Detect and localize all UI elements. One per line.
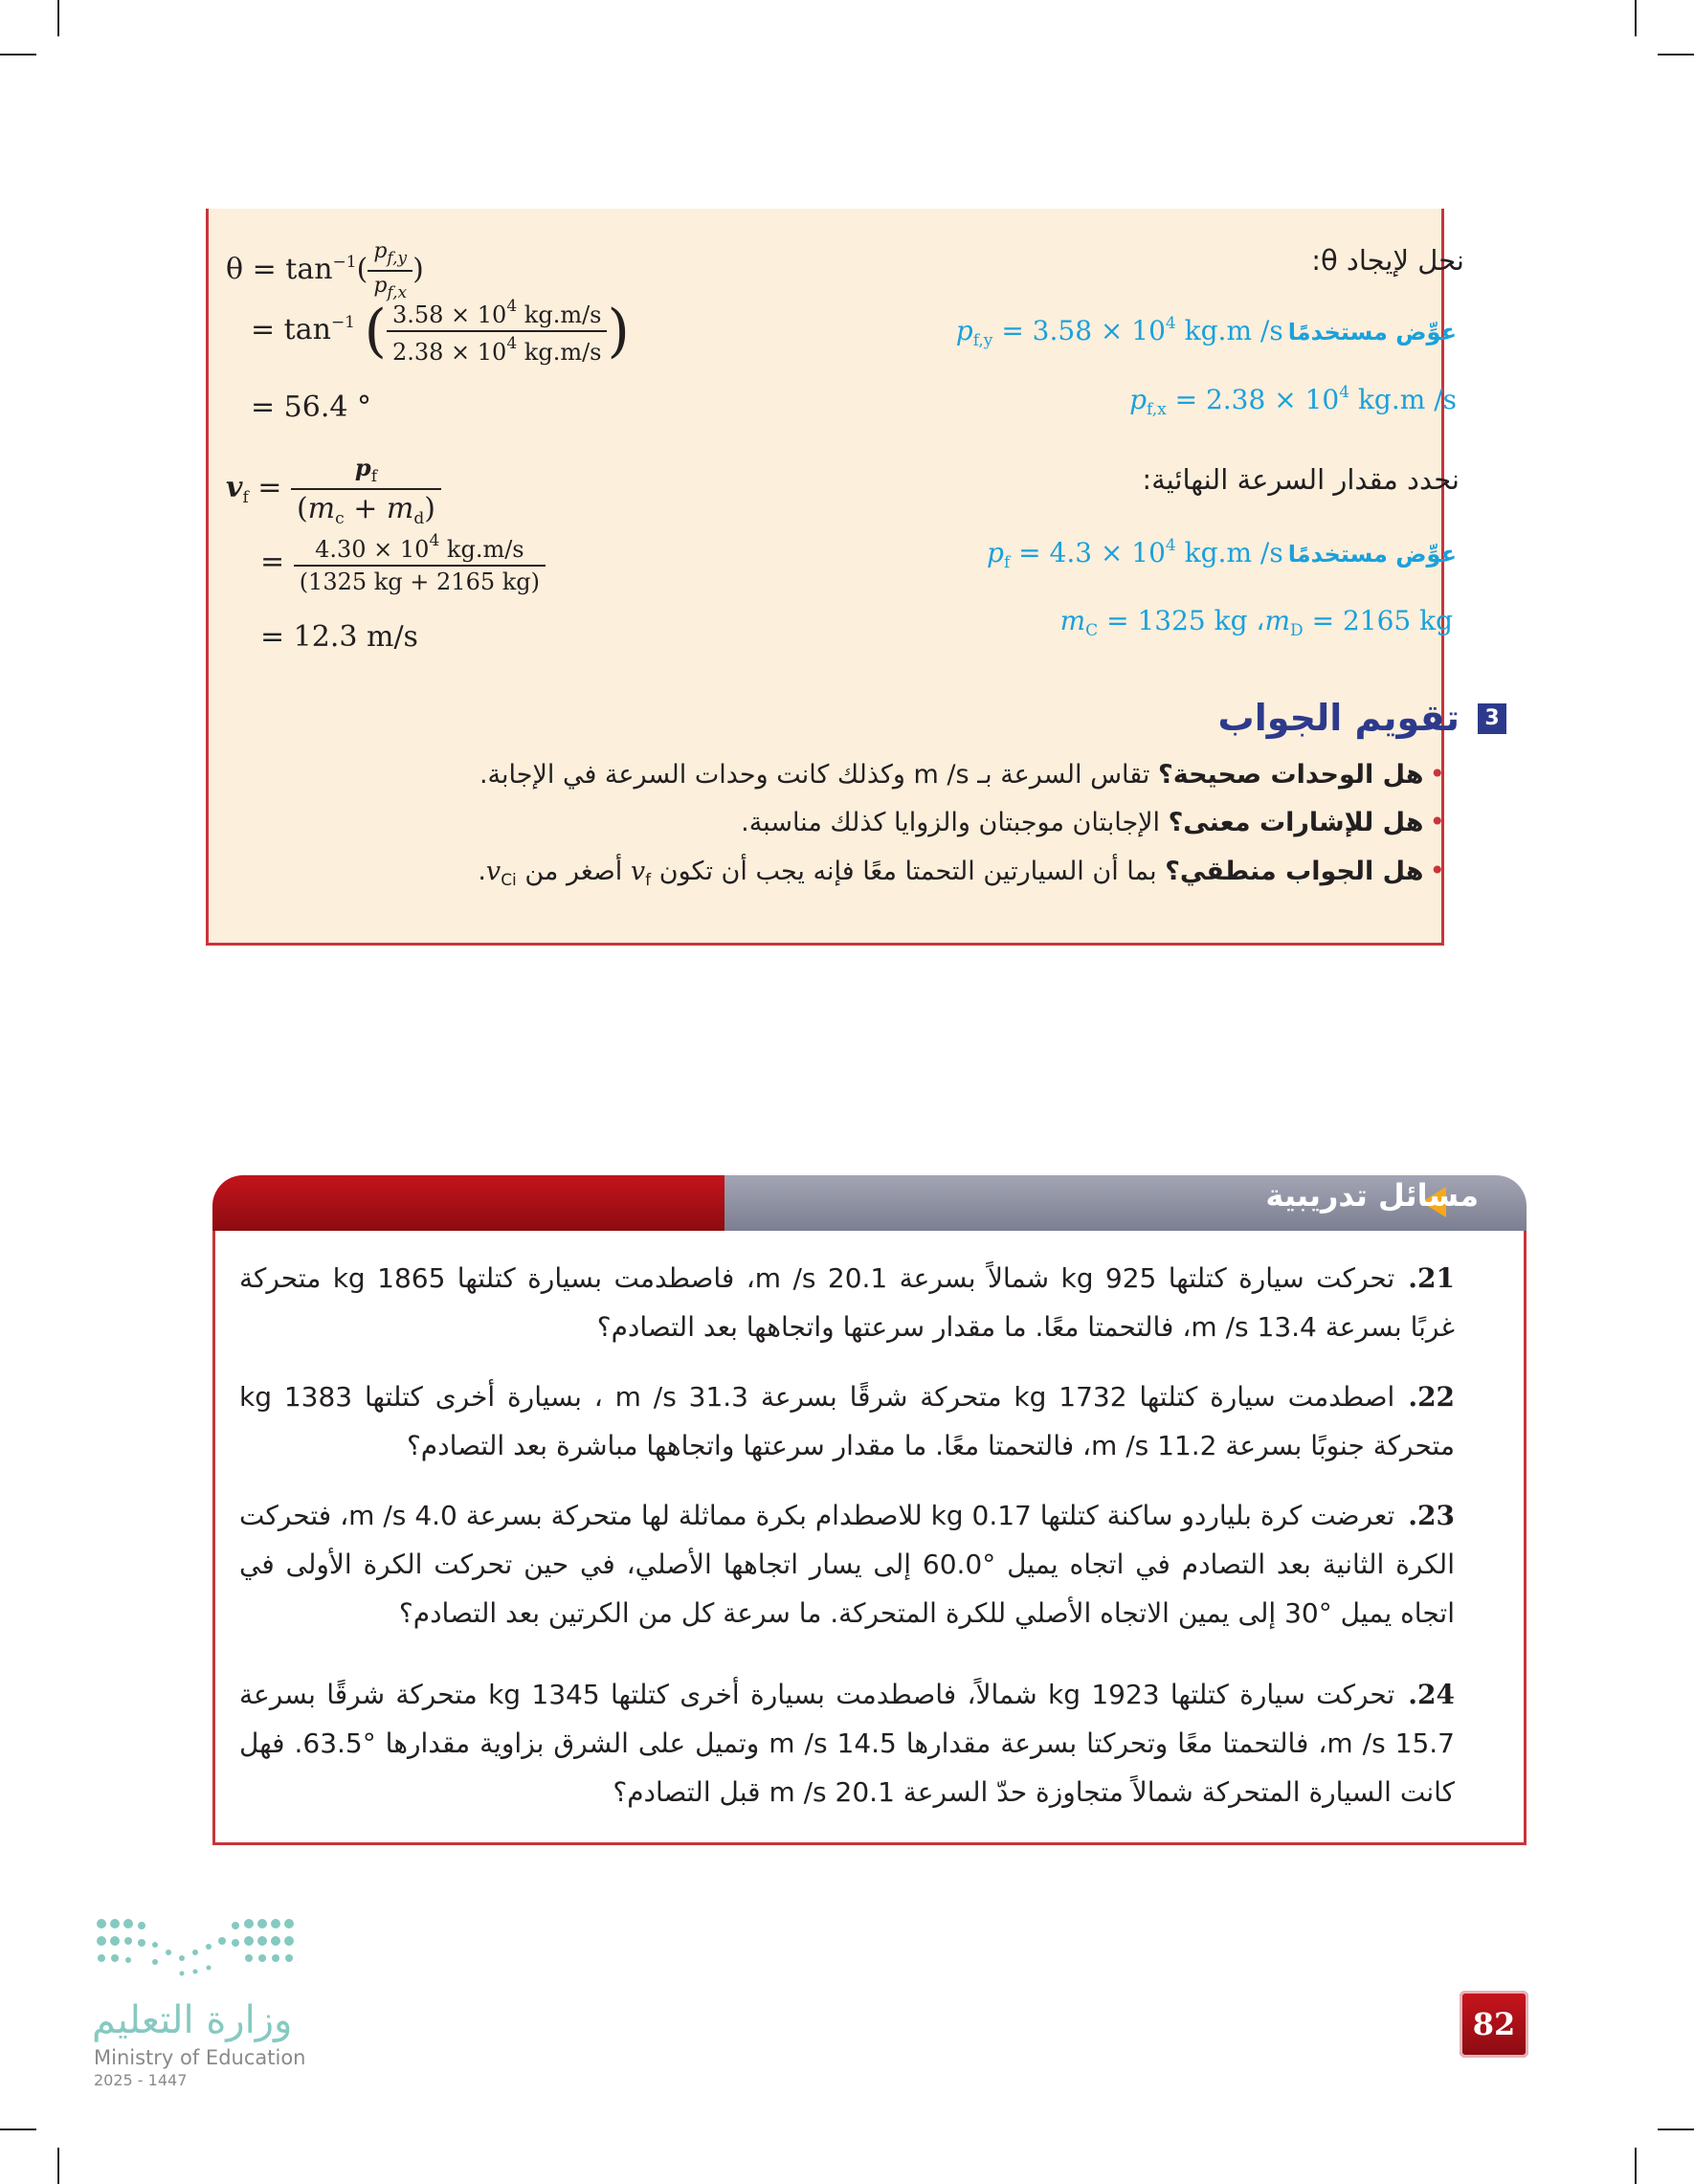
practice-problem: 24.تحركت سيارة كتلتها 1923 kg شمالاً، فاصطدمت بسيارة أخرى كتلتها 1345 kg متحركة شرقًا بسرعة 15.7 m /s، فالتحمتا معًا وتحركتا بسرعة مقدارها 14.5 m /s وتميل على الشرق بزاوية مقدارها °63.5. فهل كانت السيارة المتحركة شمالاً متجاوزة حدّ السرعة 20.1 m /s قبل التصادم؟	[239, 1679, 1455, 1808]
pfy-substitution: عوِّض مستخدمًا $p_{f,y} = 3.58 \times 10^4$ kg.m /s	[955, 314, 1457, 350]
ministry-logo-icon	[94, 1914, 304, 1991]
crop-mark	[57, 2148, 59, 2184]
page-number: 82	[1460, 1991, 1528, 2058]
ministry-name-english: Ministry of Education	[94, 2046, 306, 2069]
theta-step-label: نحل لإيجاد θ:	[1311, 244, 1464, 277]
evaluation-bullet: •هل للإشارات معنى؟ الإجابتان موجبتان والزوايا كذلك مناسبة.	[741, 806, 1445, 837]
crop-mark	[1635, 0, 1637, 36]
practice-problem: 23.تعرضت كرة بلياردو ساكنة كتلتها 0.17 kg للاصطدام بكرة مماثلة لها متحركة بسرعة 4.0 m /s، فتحركت الكرة الثانية بعد التصادم في اتجاه يميل °60.0 إلى يسار اتجاهها الأصلي، في حين تحركت الكرة الأولى في اتجاه يميل °30 إلى يمين الاتجاه الأصلي للكرة المتحركة. ما سرعة كل من الكرتين بعد التصادم؟	[239, 1500, 1455, 1629]
speed-step-label: نحدد مقدار السرعة النهائية:	[1142, 463, 1460, 496]
practice-problem: 21.تحركت سيارة كتلتها 925 kg شمالاً بسرعة 20.1 m /s، فاصطدمت بسيارة كتلتها 1865 kg متحركة غربًا بسرعة 13.4 m /s، فالتحمتا معًا. ما مقدار سرعتها واتجاهها بعد التصادم؟	[239, 1262, 1456, 1343]
theta-equation: $\theta = \tan^{-1}$( $\frac{p_{f,y}}{p_{f,x}}$ )	[226, 239, 424, 302]
step-number-badge: 3	[1478, 703, 1506, 734]
evaluation-bullet: •هل الوحدات صحيحة؟ تقاس السرعة بـ m /s وكذلك كانت وحدات السرعة في الإجابة.	[479, 758, 1445, 790]
crop-mark	[0, 54, 36, 56]
ministry-name-arabic: وزارة التعليم	[92, 1998, 293, 2042]
vf-substitution: = $\frac{4.30 \times 10^4 kg.m/s}{(1325 kg + 2165 kg)}$	[260, 531, 546, 595]
evaluation-title: تقويم الجواب	[1217, 697, 1460, 739]
crop-mark	[0, 2128, 36, 2130]
practice-title: مسائل تدريبية	[1265, 1177, 1479, 1214]
evaluation-bullet: •هل الجواب منطقي؟ بما أن السيارتين التحمتا معًا فإنه يجب أن تكون $v_f$ أصغر من $v_{Ci}$.	[478, 855, 1445, 890]
vf-equation: $v_f$ = $\frac{p_f}{(m_c + m_d)}$	[226, 450, 441, 528]
pfx-substitution: $p_{f,x} = 2.38 \times 10^4$ kg.m /s	[1129, 383, 1457, 419]
theta-substitution: = $\tan^{-1}$ ( $\frac{3.58 \times 10^4 kg.m/s}{2.38 \times 10^4 kg.m/s}$ )	[251, 297, 630, 366]
pf-substitution: عوِّض مستخدمًا $p_f = 4.3 \times 10^4$ kg.m /s	[987, 536, 1457, 572]
practice-header-band	[212, 1175, 729, 1231]
crop-mark	[1635, 2148, 1637, 2184]
crop-mark	[1658, 2128, 1694, 2130]
practice-problem: 22.اصطدمت سيارة كتلتها 1732 kg متحركة شرقًا بسرعة 31.3 m /s ، بسيارة أخرى كتلتها 1383 kg متحركة جنوبًا بسرعة 11.2 m /s، فالتحمتا معًا. ما مقدار سرعتها واتجاهها مباشرة بعد التصادم؟	[239, 1381, 1456, 1461]
mass-substitution: $m_C = 1325$ kg $،m_D = 2165$ kg	[1059, 605, 1453, 640]
crop-mark	[1658, 54, 1694, 56]
vf-result: = 12.3 m/s	[260, 620, 418, 654]
theta-result: = 56.4 °	[251, 390, 372, 424]
edition-year: 2025 - 1447	[94, 2071, 188, 2089]
crop-mark	[57, 0, 59, 36]
